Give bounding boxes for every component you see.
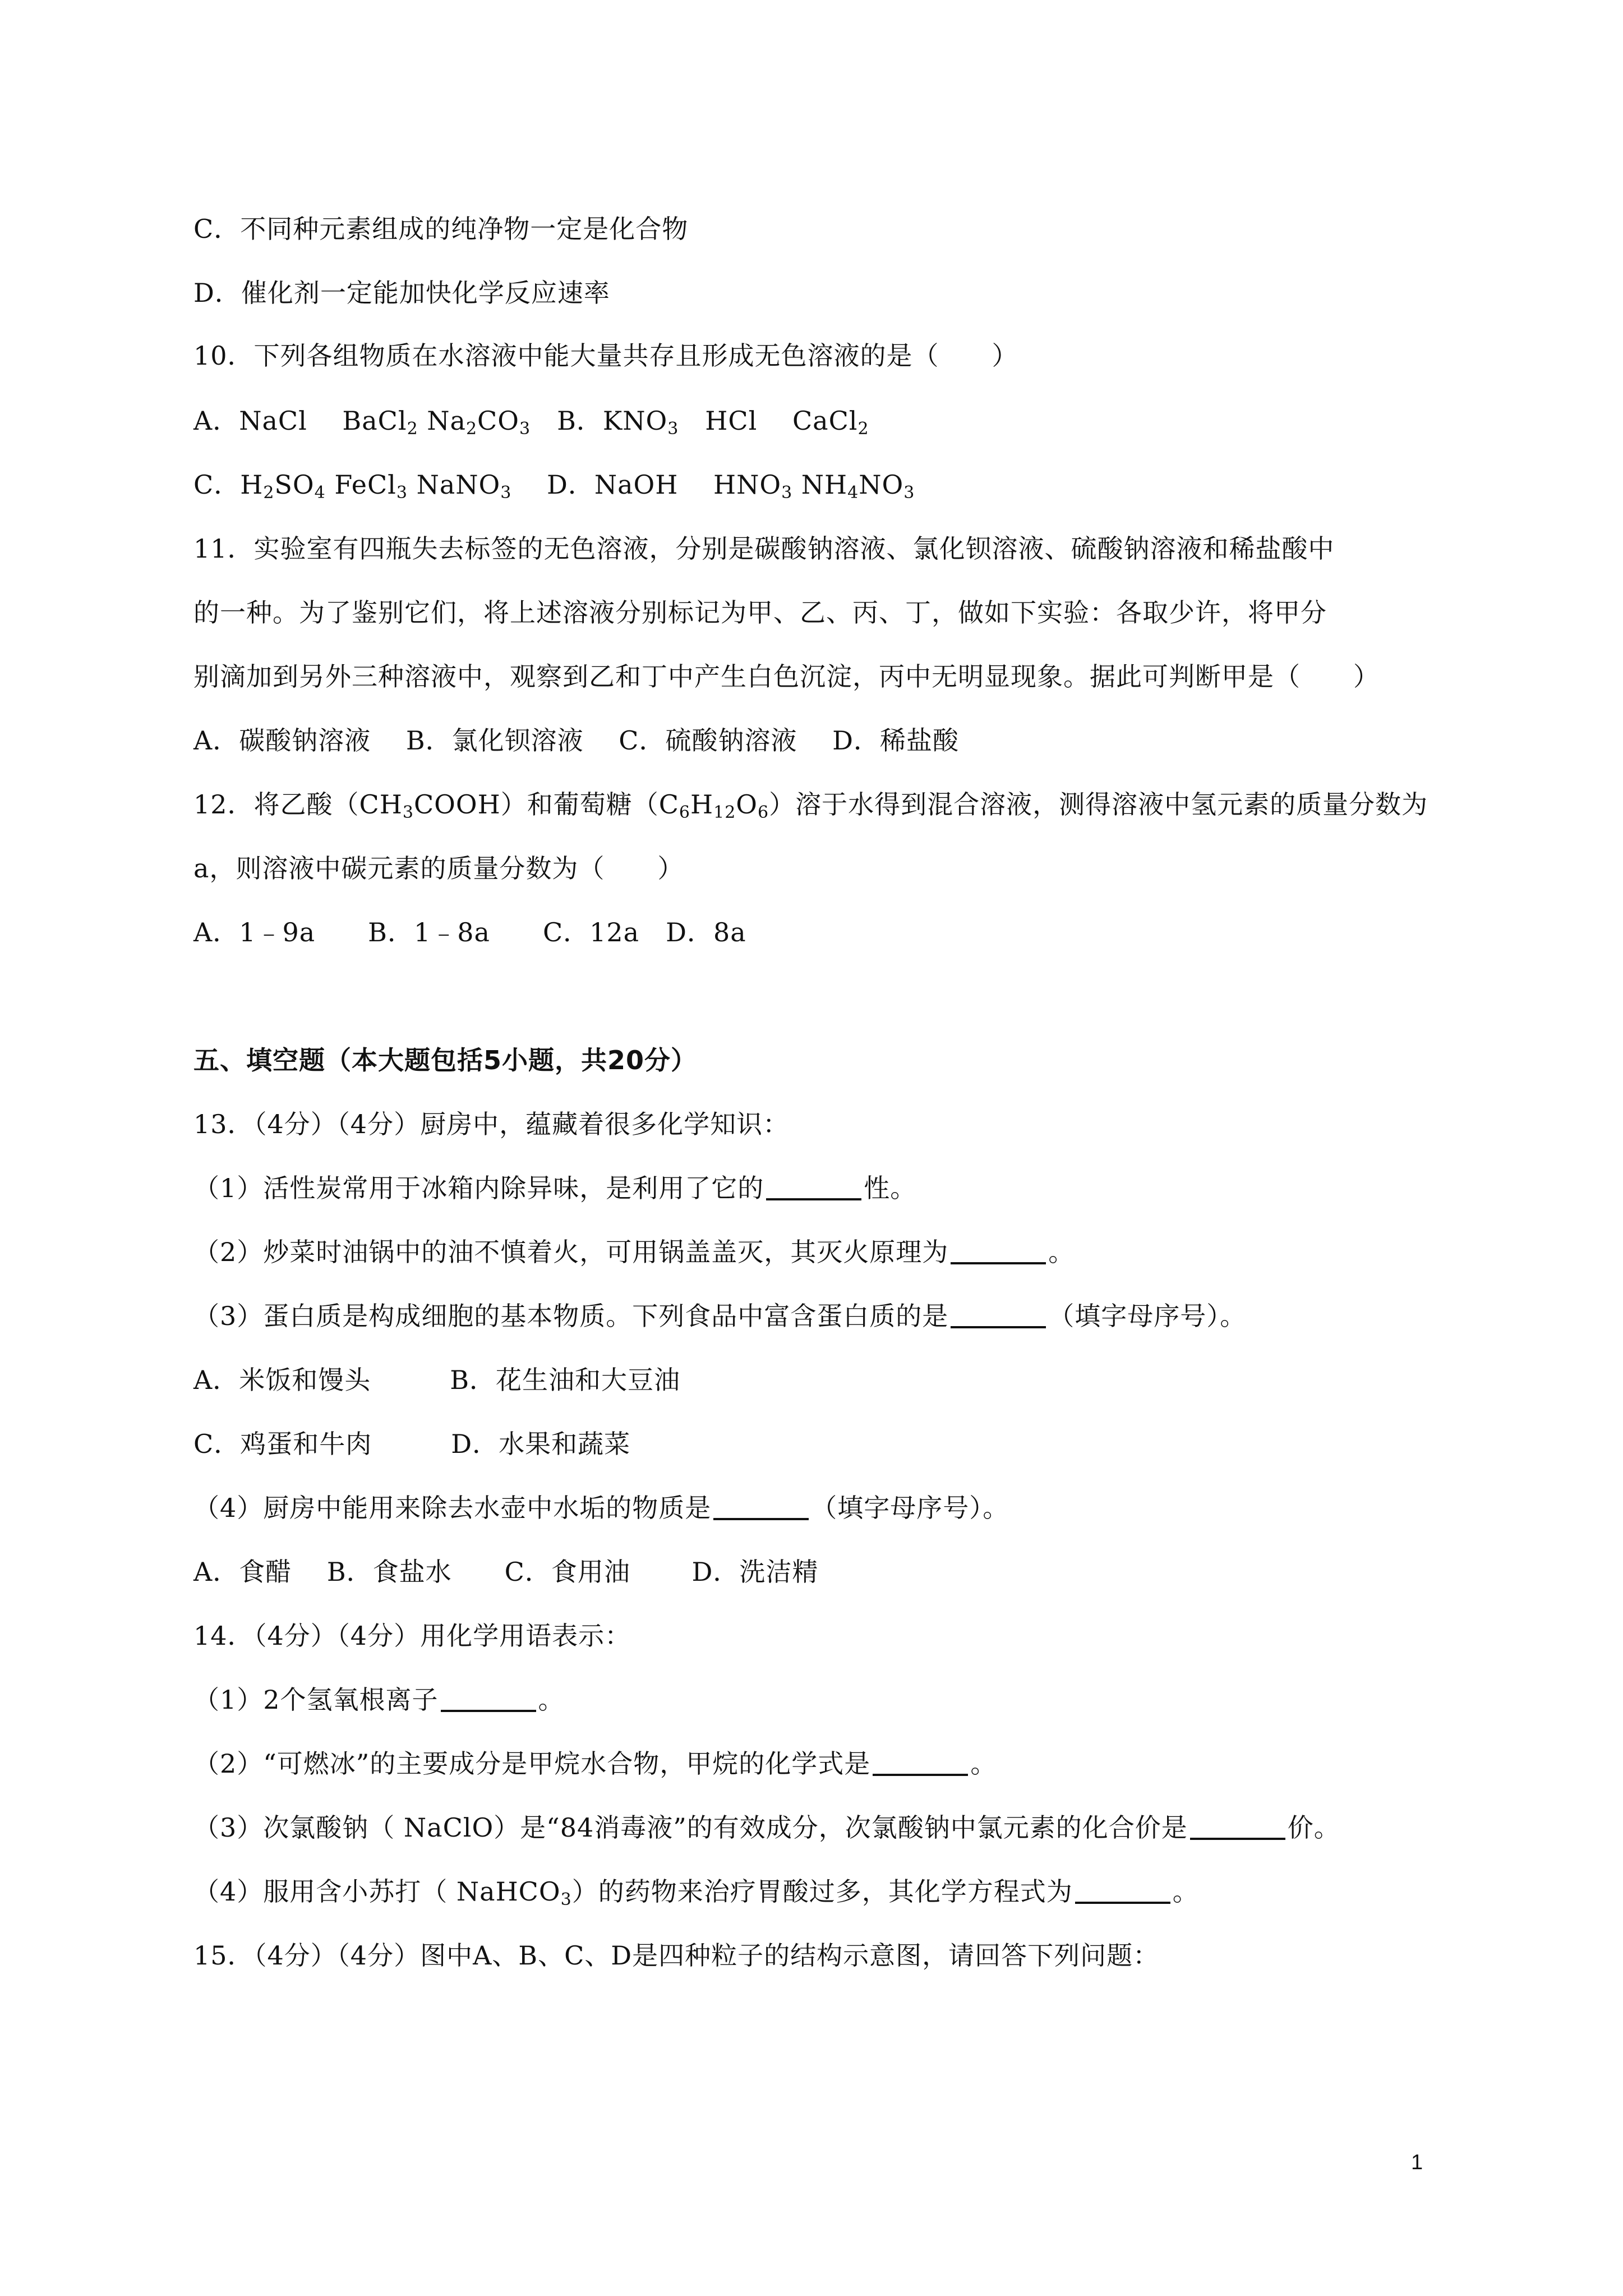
subscript: 12 [713, 803, 736, 822]
question-12-options: A．1﹣9a B．1﹣8a C．12a D．8a [193, 917, 746, 947]
text: （3）蛋白质是构成细胞的基本物质。下列食品中富含蛋白质的是 [193, 1301, 949, 1331]
text: 12．将乙酸（CH [193, 789, 403, 820]
question-14-sub1 [193, 1683, 565, 1717]
text: （填字母序号）。 [811, 1493, 1009, 1523]
text: （2）炒菜时油锅中的油不慎着火，可用锅盖盖灭，其灭火原理为 [193, 1237, 949, 1267]
question-13-stem: 13．（4分）（4分）厨房中，蕴藏着很多化学知识： [193, 1109, 790, 1139]
answer-blank [441, 1684, 536, 1712]
answer-blank [713, 1492, 809, 1520]
formula-text: FeCl [325, 470, 396, 500]
answer-blank [951, 1300, 1046, 1328]
subscript: 3 [781, 483, 793, 503]
question-15-stem: 15．（4分）（4分）图中A、B、C、D是四种粒子的结构示意图，请回答下列问题： [193, 1940, 1160, 1971]
subscript: 4 [847, 483, 859, 503]
text: （3）次氯酸钠（ NaClO）是“84消毒液”的有效成分，次氯酸钠中氯元素的化合价是 [193, 1812, 1188, 1843]
question-10-options-cd [193, 468, 915, 501]
text: ）溶于水得到混合溶液，测得溶液中氢元素的质量分数为 [769, 789, 1428, 820]
formula-text: A．NaCl BaCl [193, 406, 407, 436]
question-13-sub1 [193, 1171, 916, 1205]
question-13-sub4 [193, 1491, 1009, 1525]
question-10-options-ab [193, 404, 869, 438]
text: O [736, 789, 758, 820]
question-10-stem: 10．下列各组物质在水溶液中能大量共存且形成无色溶液的是（ ） [193, 341, 1018, 371]
question-13-sub3 [193, 1299, 1246, 1333]
subscript: 4 [314, 483, 326, 503]
subscript: 3 [667, 419, 679, 439]
subscript: 3 [560, 1890, 572, 1910]
question-14-sub2 [193, 1747, 997, 1780]
text: （4）服用含小苏打（ NaHCO [193, 1876, 561, 1907]
subscript: 6 [758, 803, 769, 822]
question-11-options: A．碳酸钠溶液 B．氯化钡溶液 C．硫酸钠溶液 D．稀盐酸 [193, 725, 959, 756]
subscript: 3 [402, 803, 414, 822]
option-9c: C．不同种元素组成的纯净物一定是化合物 [193, 214, 689, 244]
question-13-sub3-options-cd: C．鸡蛋和牛肉 D．水果和蔬菜 [193, 1429, 631, 1459]
subscript: 3 [396, 483, 408, 503]
answer-blank [951, 1236, 1046, 1264]
text: ）的药物来治疗胃酸过多，其化学方程式为 [571, 1876, 1073, 1907]
question-12-stem-line2: a，则溶液中碳元素的质量分数为（ ） [193, 853, 684, 884]
subscript: 3 [903, 483, 915, 503]
subscript: 2 [465, 419, 478, 439]
text: 性。 [864, 1173, 917, 1203]
answer-blank [1190, 1812, 1285, 1840]
text: （1）活性炭常用于冰箱内除异味，是利用了它的 [193, 1173, 764, 1203]
text: H [690, 789, 714, 820]
formula-text: HCl CaCl [679, 406, 858, 436]
formula-text: NH [792, 470, 848, 500]
section-heading: 五、填空题（本大题包括5小题，共20分） [193, 1045, 698, 1075]
question-13-sub4-options: A．食醋 B．食盐水 C．食用油 D．洗洁精 [193, 1557, 819, 1587]
text: （填字母序号）。 [1048, 1301, 1247, 1331]
question-14-sub4 [193, 1875, 1199, 1908]
question-14-stem: 14．（4分）（4分）用化学用语表示： [193, 1621, 631, 1651]
question-11-stem-line3: 别滴加到另外三种溶液中，观察到乙和丁中产生白色沉淀，丙中无明显现象。据此可判断甲是（ ） [193, 661, 1380, 692]
formula-text: SO [274, 470, 315, 500]
subscript: 2 [857, 419, 869, 439]
question-12-stem-line1 [193, 788, 1428, 821]
subscript: 2 [407, 419, 418, 439]
text: 。 [538, 1685, 565, 1715]
formula-text: B．KNO [531, 406, 668, 436]
text: （4）厨房中能用来除去水壶中水垢的物质是 [193, 1493, 712, 1523]
text: （2）“可燃冰”的主要成分是甲烷水合物，甲烷的化学式是 [193, 1749, 871, 1779]
question-13-sub2 [193, 1235, 1075, 1269]
option-9d: D．催化剂一定能加快化学反应速率 [193, 278, 610, 308]
question-11-stem-line2: 的一种。为了鉴别它们，将上述溶液分别标记为甲、乙、丙、丁，做如下实验：各取少许，将甲分 [193, 597, 1327, 628]
formula-text: D．NaOH HNO [511, 470, 782, 500]
formula-text: CO [477, 406, 519, 436]
answer-blank [766, 1172, 861, 1200]
question-11-stem-line1: 11．实验室有四瓶失去标签的无色溶液，分别是碳酸钠溶液、氯化钡溶液、硫酸钠溶液和稀盐酸中 [193, 533, 1335, 564]
subscript: 3 [500, 483, 512, 503]
answer-blank [873, 1748, 968, 1776]
answer-blank [1075, 1876, 1170, 1904]
text: 。 [1172, 1876, 1199, 1907]
question-13-sub3-options-ab: A．米饭和馒头 B．花生油和大豆油 [193, 1365, 681, 1395]
subscript: 2 [263, 483, 275, 503]
text: 。 [970, 1749, 997, 1779]
text: 。 [1048, 1237, 1075, 1267]
formula-text: Na [418, 406, 466, 436]
text: COOH）和葡萄糖（C [413, 789, 679, 820]
text: 价。 [1287, 1812, 1340, 1843]
subscript: 3 [519, 419, 531, 439]
text: （1）2个氢氧根离子 [193, 1685, 439, 1715]
subscript: 6 [679, 803, 690, 822]
formula-text: C．H [193, 470, 264, 500]
question-14-sub3 [193, 1811, 1340, 1844]
formula-text: NO [859, 470, 904, 500]
page-number: 1 [1411, 2151, 1423, 2174]
formula-text: NaNO [407, 470, 501, 500]
